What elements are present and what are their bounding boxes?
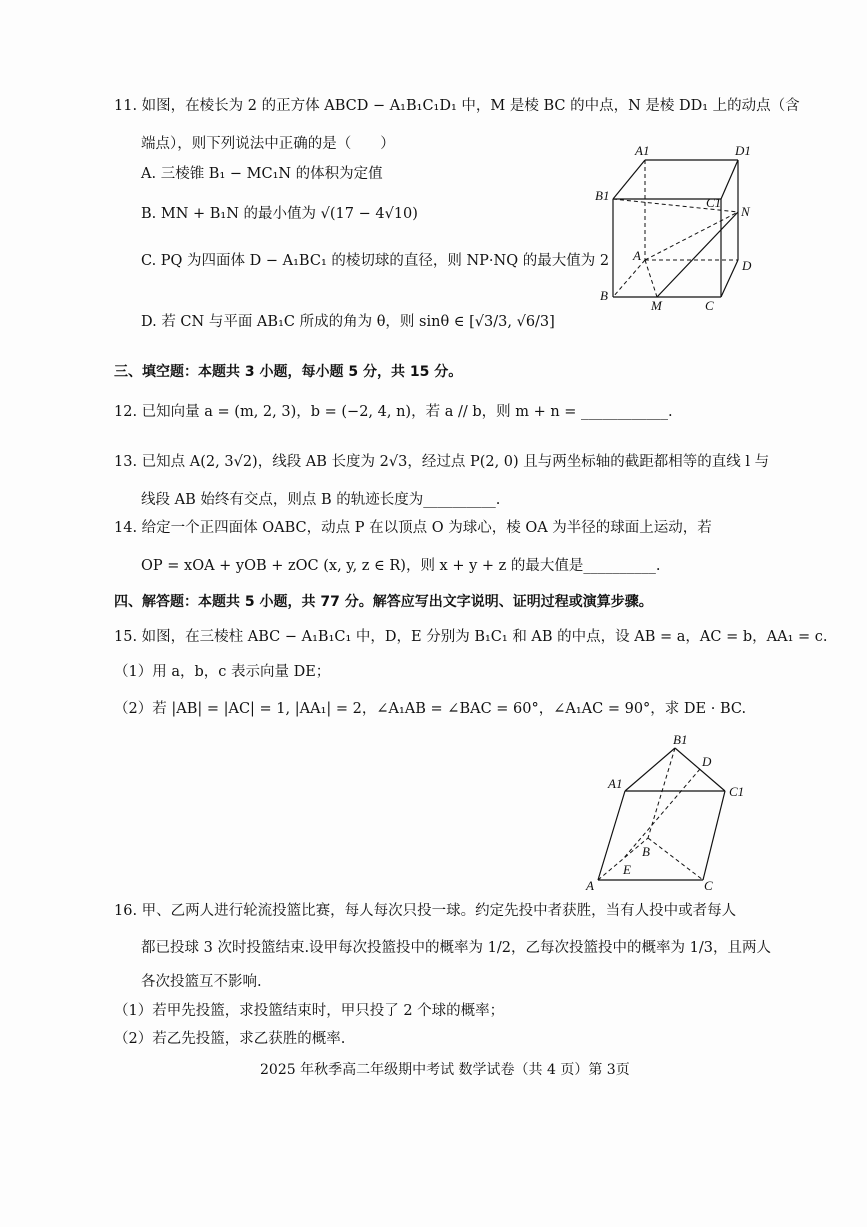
q11-option-c: C. PQ 为四面体 D − A₁BC₁ 的棱切球的直径，则 NP·NQ 的最大值为 2 [141,253,610,269]
q13-line1: 13. 已知点 A(2, 3√2)，线段 AB 长度为 2√3，经过点 P(2, 0) 且与两坐标轴的截距都相等的直线 l 与 [114,454,770,470]
q11-stem-line1: 11. 如图，在棱长为 2 的正方体 ABCD − A₁B₁C₁D₁ 中，M 是棱 BC 的中点，N 是棱 DD₁ 上的动点（含 [114,98,800,114]
q15-label-e: E [623,862,631,877]
section-3-heading: 三、填空题：本题共 3 小题，每小题 5 分，共 15 分。 [114,364,463,380]
page-footer: 2025 年秋季高二年级期中考试 数学试卷（共 4 页）第 3页 [260,1062,630,1078]
q11-label-d: D [742,258,752,273]
q11-label-c1: C1 [706,195,722,210]
q15-label-d: D [702,754,712,769]
q15-label-a1: A1 [608,776,623,791]
q11-label-c: C [705,298,714,313]
q15-part1: （1）用 a，b，c 表示向量 DE； [114,664,331,680]
q15-label-b: B [642,844,650,859]
q11-label-m: M [651,298,662,313]
q12-text: 12. 已知向量 a = (m, 2, 3)，b = (−2, 4, n)，若 a // b，则 m + n = ____________. [114,404,673,420]
q15-label-a: A [586,878,594,893]
q16-line2: 都已投球 3 次时投篮结束.设甲每次投篮投中的概率为 1/2，乙每次投篮投中的概率为 1/3，且两人 [141,940,771,956]
q11-label-d1: D1 [735,143,751,158]
section-4-heading: 四、解答题：本题共 5 小题，共 77 分。解答应写出文字说明、证明过程或演算步骤。 [114,594,653,610]
q15-prism-figure [580,728,760,898]
q11-cube-figure [585,140,765,320]
q15-label-c1: C1 [729,784,745,799]
q11-label-n: N [741,204,750,219]
q11-option-a: A. 三棱锥 B₁ − MC₁N 的体积为定值 [141,166,383,182]
q11-option-d: D. 若 CN 与平面 AB₁C 所成的角为 θ，则 sinθ ∈ [√3/3, √6/3] [141,314,555,330]
q11-label-a1: A1 [635,143,650,158]
q11-option-b: B. MN + B₁N 的最小值为 √(17 − 4√10) [141,206,418,222]
q11-label-b: B [600,288,608,303]
q16-line3: 各次投篮互不影响. [141,974,262,990]
q16-part1: （1）若甲先投篮，求投篮结束时，甲只投了 2 个球的概率； [114,1003,505,1019]
q14-line1: 14. 给定一个正四面体 OABC，动点 P 在以顶点 O 为球心，棱 OA 为半径的球面上运动，若 [114,520,712,536]
q16-part2: （2）若乙先投篮，求乙获胜的概率. [114,1031,346,1047]
q15-stem: 15. 如图，在三棱柱 ABC − A₁B₁C₁ 中，D，E 分别为 B₁C₁ 和 AB 的中点，设 AB = a，AC = b，AA₁ = c. [114,629,828,645]
q15-label-b1: B1 [673,732,688,747]
q13-line2: 线段 AB 始终有交点，则点 B 的轨迹长度为__________. [141,492,501,508]
q11-stem-line2: 端点），则下列说法中正确的是（ ） [141,136,395,152]
q14-line2: OP = xOA + yOB + zOC (x, y, z ∈ R)，则 x + y + z 的最大值是__________. [141,558,661,574]
q15-part2: （2）若 |AB| = |AC| = 1, |AA₁| = 2，∠A₁AB = ∠BAC = 60°，∠A₁AC = 90°，求 DE · BC. [114,701,747,717]
q11-label-a: A [633,248,641,263]
q11-label-b1: B1 [595,188,610,203]
q15-label-c: C [704,878,713,893]
q16-line1: 16. 甲、乙两人进行轮流投篮比赛，每人每次只投一球。约定先投中者获胜，当有人投中或者每人 [114,903,737,919]
